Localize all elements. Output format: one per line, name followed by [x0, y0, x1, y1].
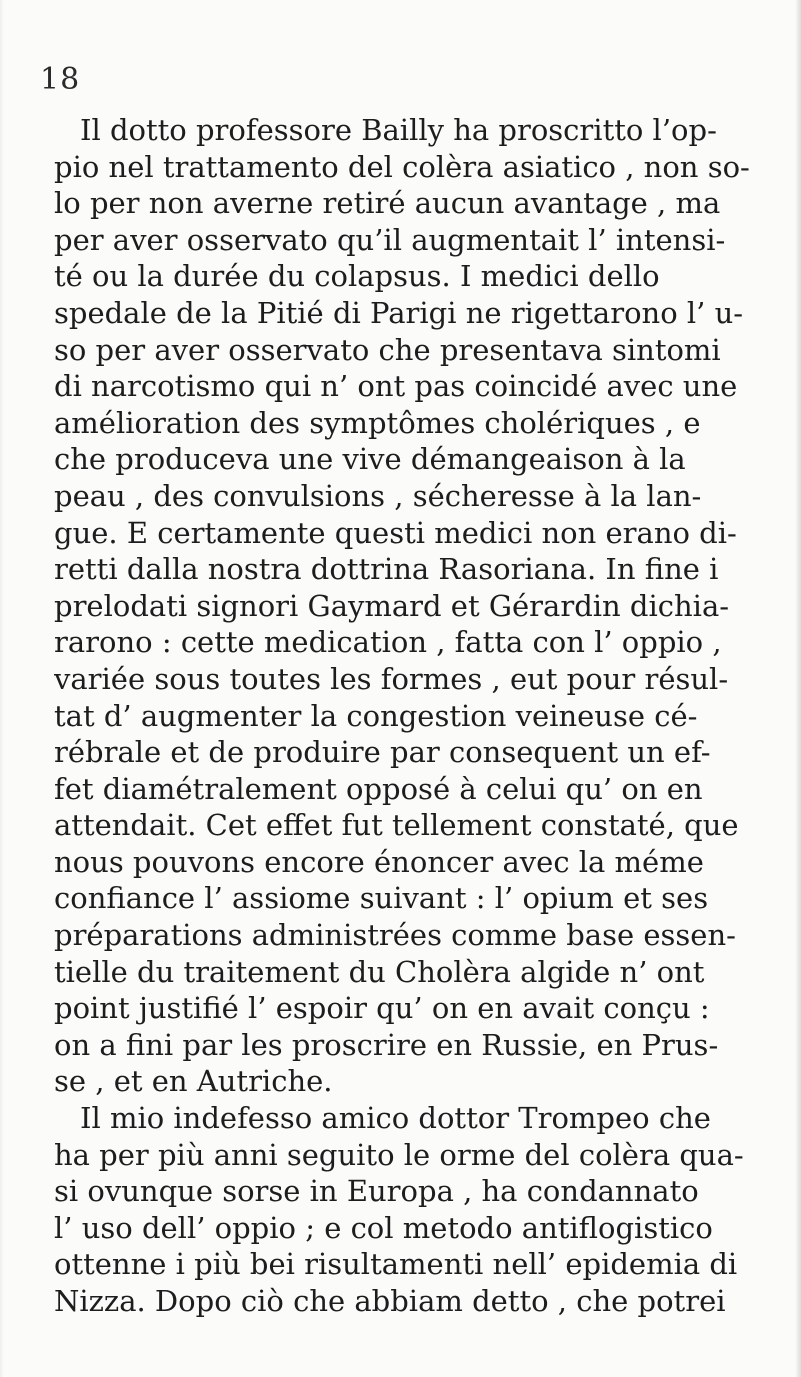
text-line: che produceva une vive démangeaison à la [54, 442, 686, 477]
text-line: té ou la durée du colapsus. I medici dello [54, 259, 660, 294]
text-line: spedale de la Pitié di Parigi ne rigettarono l’ u- [54, 295, 744, 330]
page-right-edge [795, 0, 801, 1377]
text-line: point justifié l’ espoir qu’ on en avait conçu : [54, 991, 710, 1026]
text-line: préparations administrées comme base essen- [54, 918, 736, 953]
page-left-shadow [0, 0, 4, 1377]
text-line: so per aver osservato che presentava sintomi [54, 332, 721, 367]
text-line: on a fini par les proscrire en Russie, en Prus- [54, 1027, 719, 1062]
text-line: Il mio indefesso amico dottor Trompeo che [80, 1101, 711, 1136]
body-text [54, 112, 774, 1320]
text-line: gue. E certamente questi medici non erano di- [54, 515, 737, 550]
text-line: ottenne i più bei risultamenti nell’ epidemia di [54, 1247, 738, 1282]
text-line: si ovunque sorse in Europa , ha condannato [54, 1174, 699, 1209]
text-line: pio nel trattamento del colèra asiatico , non so- [54, 149, 750, 184]
text-line: Nizza. Dopo ciò che abbiam detto , che potrei [54, 1284, 726, 1318]
text-line: lo per non averne retiré aucun avantage , ma [54, 186, 721, 221]
text-line: l’ uso dell’ oppio ; e col metodo antiflogistico [54, 1210, 713, 1245]
text-line: per aver osservato qu’il augmentait l’ intensi- [54, 222, 726, 257]
text-line: rébrale et de produire par consequent un ef- [54, 735, 711, 770]
text-line: confiance l’ assiome suivant : l’ opium et ses [54, 881, 709, 916]
text-line: amélioration des symptômes cholériques , e [54, 405, 701, 440]
text-line: fet diamétralement opposé à celui qu’ on en [54, 771, 703, 806]
text-line: tat d’ augmenter la congestion veineuse cé- [54, 698, 698, 733]
text-line: peau , des convulsions , sécheresse à la lan- [54, 478, 702, 513]
text-line: rarono : cette medication , fatta con l’ oppio , [54, 625, 722, 660]
text-line: ha per più anni seguito le orme del colèra qua- [54, 1137, 744, 1172]
text-line: attendait. Cet effet fut tellement constaté, que [54, 808, 739, 843]
text-line: retti dalla nostra dottrina Rasoriana. In fine i [54, 552, 719, 587]
page-number: 18 [40, 62, 81, 97]
text-line: nous pouvons encore énoncer avec la méme [54, 844, 704, 879]
text-line: se , et en Autriche. [54, 1064, 333, 1099]
text-line: variée sous toutes les formes , eut pour résul- [54, 661, 729, 696]
text-line: tielle du traitement du Cholèra algide n’ ont [54, 954, 705, 989]
text-line: di narcotismo qui n’ ont pas coincidé avec une [54, 369, 738, 404]
text-line: Il dotto professore Bailly ha proscritto l’op- [80, 113, 717, 147]
text-line: prelodati signori Gaymard et Gérardin dichia- [54, 588, 730, 623]
